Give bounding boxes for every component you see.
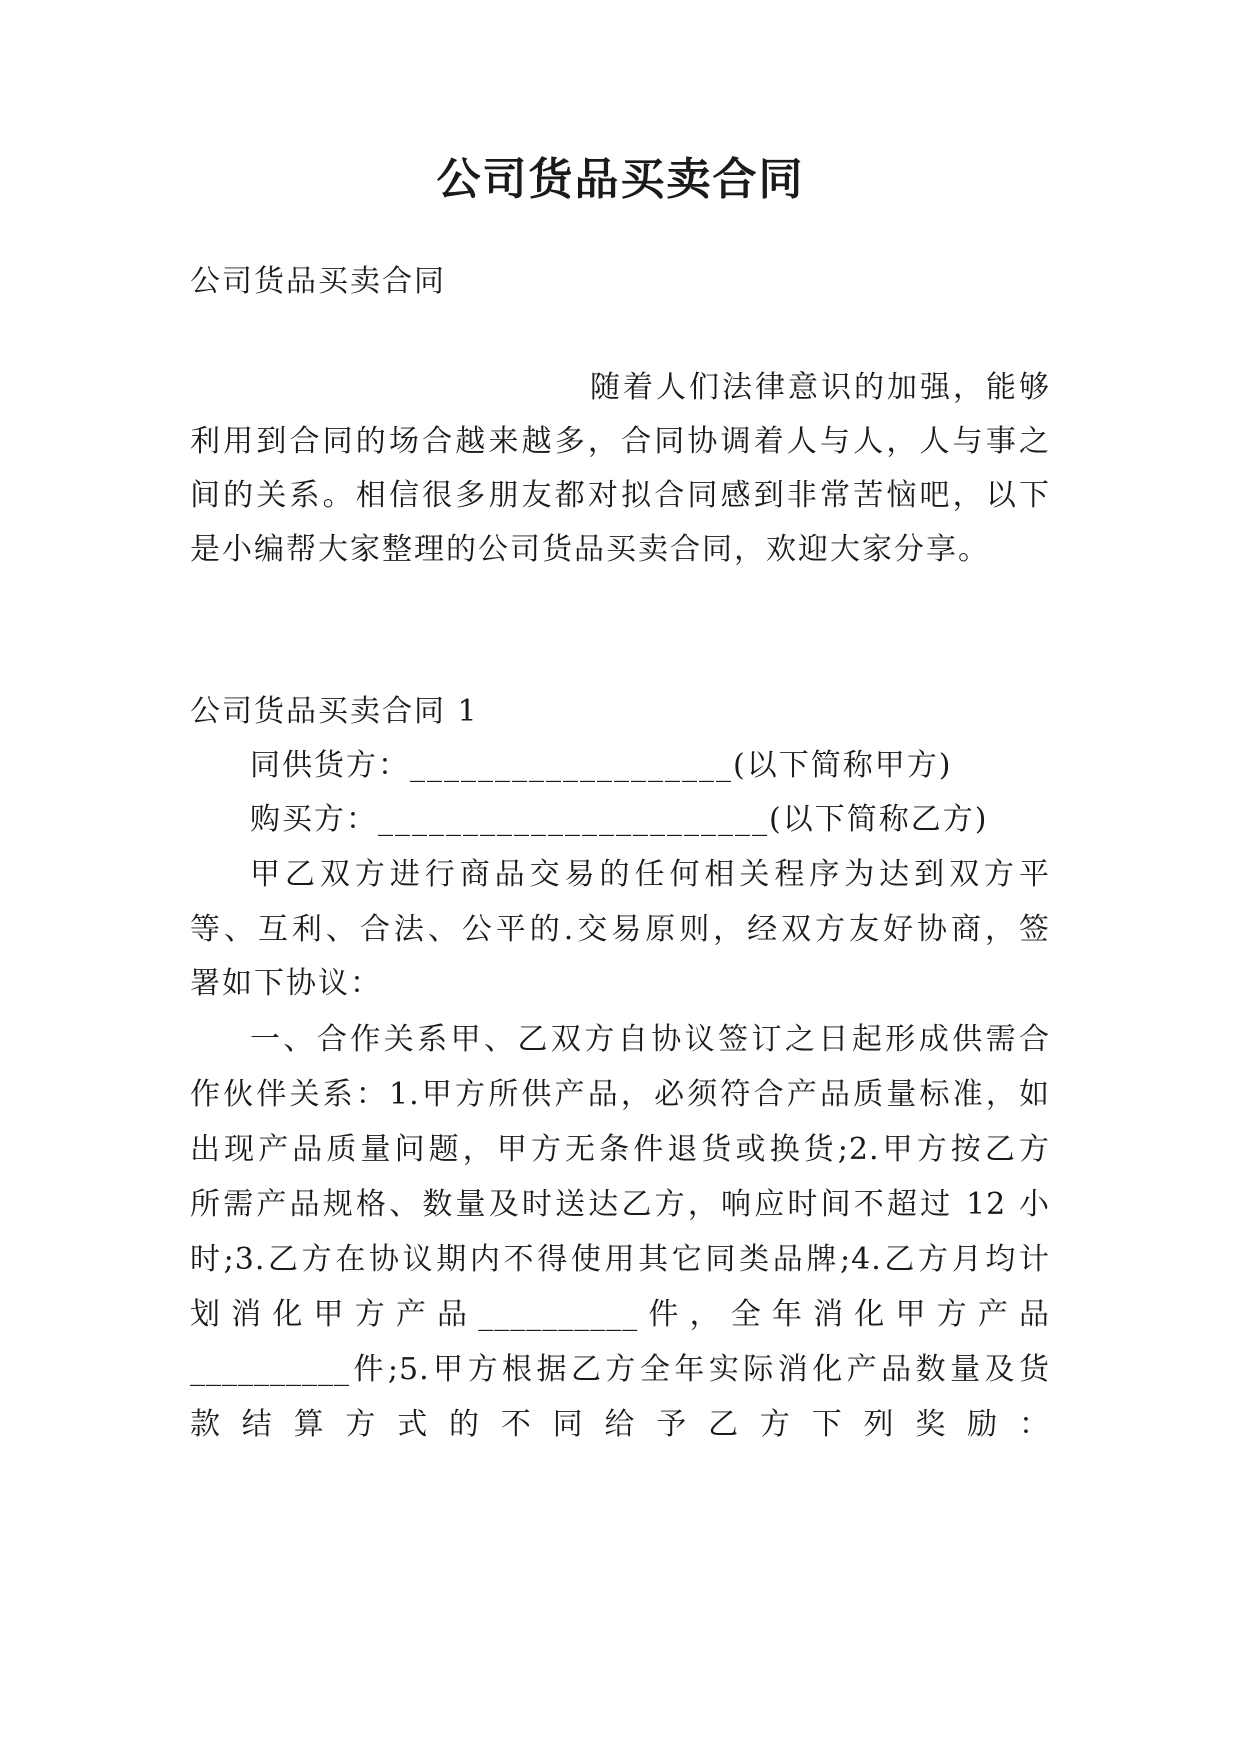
document-subtitle: 公司货品买卖合同	[190, 264, 446, 299]
clause-one-line-8: 款结算方式的不同给予乙方下列奖励：	[190, 1407, 1050, 1442]
intro-line-3: 间的关系。相信很多朋友都对拟合同感到非常苦恼吧，以下	[190, 478, 1050, 513]
intro-line-2: 利用到合同的场合越来越多，合同协调着人与人，人与事之	[190, 424, 1050, 459]
document-title: 公司货品买卖合同	[436, 154, 805, 205]
section-heading: 公司货品买卖合同 1	[190, 694, 479, 729]
party-buyer: 购买方：_______________________(以下简称乙方)	[250, 802, 989, 837]
clause-one-line-2: 作伙伴关系：1.甲方所供产品，必须符合产品质量标准，如	[190, 1077, 1050, 1112]
clause-one-line-3: 出现产品质量问题，甲方无条件退货或换货;2.甲方按乙方	[190, 1132, 1050, 1167]
party-supplier: 同供货方：___________________(以下简称甲方)	[250, 748, 953, 783]
intro-line-1: 随着人们法律意识的加强，能够	[590, 370, 1050, 405]
preamble-line-1: 甲乙双方进行商品交易的任何相关程序为达到双方平	[250, 857, 1050, 892]
clause-one-line-1: 一、合作关系甲、乙双方自协议签订之日起形成供需合	[250, 1022, 1050, 1057]
intro-line-4: 是小编帮大家整理的公司货品买卖合同，欢迎大家分享。	[190, 532, 990, 567]
clause-one-line-7: __________件;5.甲方根据乙方全年实际消化产品数量及货	[190, 1352, 1050, 1387]
preamble-line-2: 等、互利、合法、公平的.交易原则，经双方友好协商，签	[190, 912, 1050, 947]
clause-one-line-4: 所需产品规格、数量及时送达乙方，响应时间不超过 12 小	[190, 1187, 1050, 1222]
preamble-line-3: 署如下协议：	[190, 966, 382, 1001]
clause-one-line-6: 划消化甲方产品__________件，全年消化甲方产品	[190, 1297, 1050, 1332]
clause-one-line-5: 时;3.乙方在协议期内不得使用其它同类品牌;4.乙方月均计	[190, 1242, 1050, 1277]
